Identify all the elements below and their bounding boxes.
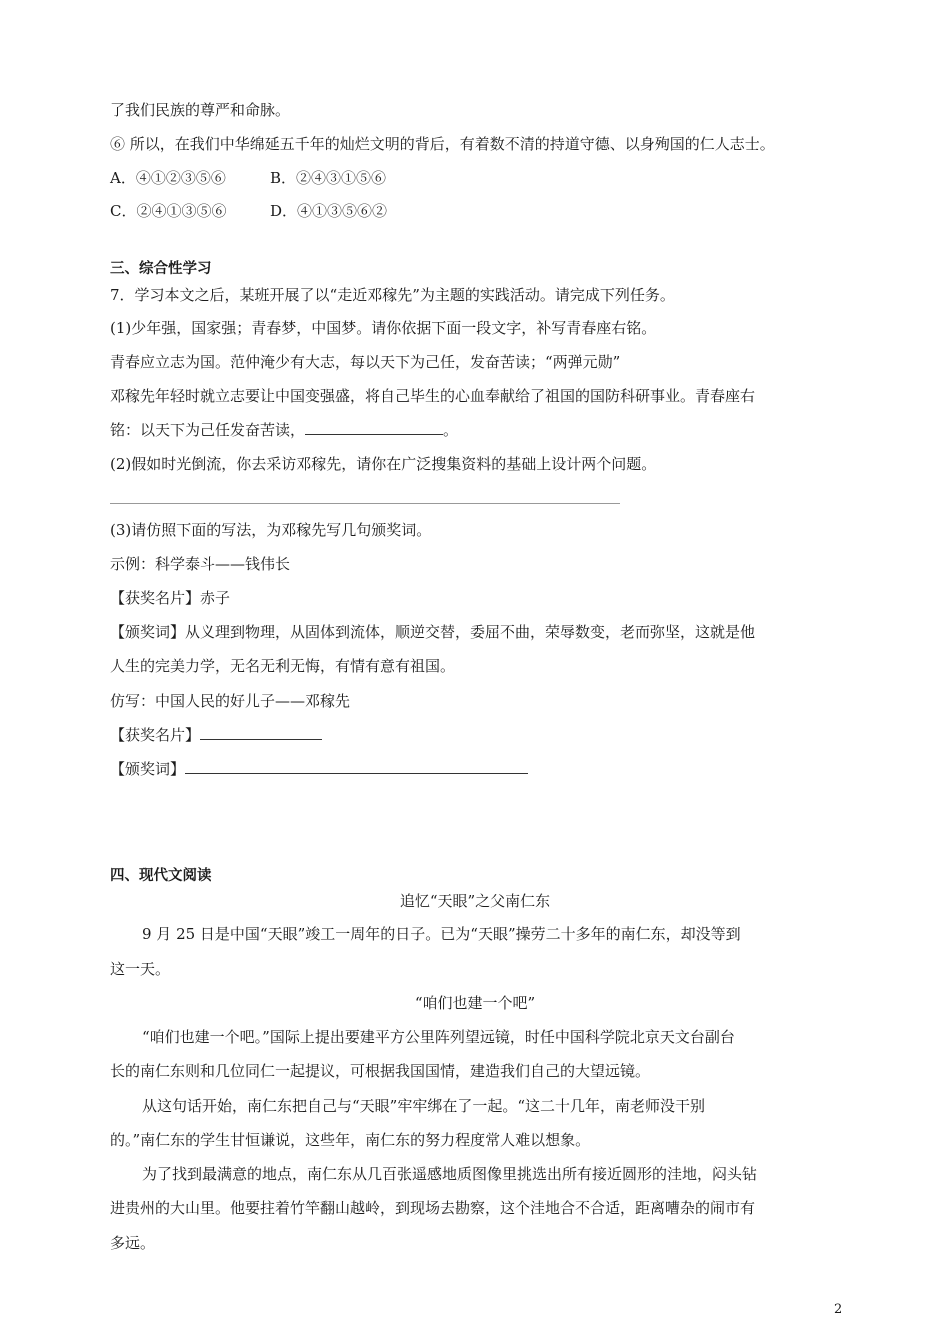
paragraph-line: 长的南仁东则和几位同仁一起提议，可根据我国国情，建造我们自己的大望远镜。 (110, 1062, 651, 1080)
question-7-3: (3)请仿照下面的写法，为邓稼先写几句颁奖词。 (110, 521, 432, 539)
imitation-card (110, 725, 322, 745)
paragraph-line: 从这句话开始，南仁东把自己与“天眼”牢牢绑在了一起。“这二十几年，南老师没干别 (142, 1097, 706, 1115)
imitation-speech (110, 759, 528, 779)
example-card: 【获奖名片】赤子 (110, 589, 231, 607)
speech-answer-blank[interactable] (185, 759, 528, 774)
article-subtitle: “咱们也建一个吧” (414, 994, 536, 1012)
article-title: 追忆“天眼”之父南仁东 (399, 892, 551, 910)
answer-options-row-1 (110, 168, 386, 188)
motto-answer-blank[interactable] (305, 420, 443, 435)
option-b: B．②④③①⑤⑥ (270, 169, 387, 187)
paragraph-line: 为了找到最满意的地点，南仁东从几百张遥感地质图像里挑选出所有接近圆形的洼地，闷头钻 (142, 1165, 758, 1183)
card-answer-blank[interactable] (200, 725, 322, 740)
text-line: 青春应立志为国。范仲淹少有大志，每以天下为己任，发奋苦读；“两弹元勋” (110, 353, 621, 371)
text-line: 了我们民族的尊严和命脉。 (110, 101, 291, 119)
page-number: 2 (834, 1302, 843, 1317)
card-label: 【获奖名片】 (110, 726, 201, 744)
motto-prefix: 铭：以天下为己任发奋苦读， (110, 421, 306, 439)
motto-suffix: 。 (443, 421, 459, 439)
question-7-1: (1)少年强，国家强；青春梦，中国梦。请你依据下面一段文字，补写青春座右铭。 (110, 319, 657, 337)
question-7: 7．学习本文之后，某班开展了以“走近邓稼先”为主题的实践活动。请完成下列任务。 (110, 286, 675, 304)
option-c: C．②④①③⑤⑥ (110, 202, 227, 220)
speech-label: 【颁奖词】 (110, 760, 186, 778)
answer-options-row-2 (110, 201, 387, 221)
paragraph-line: 9 月 25 日是中国“天眼”竣工一周年的日子。已为“天眼”操劳二十多年的南仁东，却没等到 (142, 925, 741, 943)
text-line: 人生的完美力学，无名无利无悔，有情有意有祖国。 (110, 657, 456, 675)
section-heading-3: 三、综合性学习 (110, 261, 212, 277)
section-heading-4: 四、现代文阅读 (110, 868, 212, 884)
option-d: D．④①③⑤⑥② (270, 202, 388, 220)
question-7-2: (2)假如时光倒流，你去采访邓稼先，请你在广泛搜集资料的基础上设计两个问题。 (110, 455, 657, 473)
interview-answer-line[interactable] (110, 503, 620, 504)
example-line: 示例：科学泰斗——钱伟长 (110, 555, 291, 573)
option-a: A．④①②③⑤⑥ (110, 169, 226, 187)
paragraph-line: 的。”南仁东的学生甘恒谦说，这些年，南仁东的努力程度常人难以想象。 (110, 1131, 591, 1149)
paragraph-line: 这一天。 (110, 960, 171, 978)
imitation-line: 仿写：中国人民的好儿子——邓稼先 (110, 692, 351, 710)
paragraph-line: “咱们也建一个吧。”国际上提出要建平方公里阵列望远镜，时任中国科学院北京天文台副台 (142, 1028, 735, 1046)
example-speech: 【颁奖词】从义理到物理，从固体到流体，顺逆交替，委屈不曲，荣辱数变，老而弥坚，这就是他 (110, 623, 756, 641)
text-line: 邓稼先年轻时就立志要让中国变强盛，将自己毕生的心血奉献给了祖国的国防科研事业。青春座右 (110, 387, 756, 405)
text-line: ⑥ 所以，在我们中华绵延五千年的灿烂文明的背后，有着数不清的持道守德、以身殉国的仁人志士。 (110, 135, 775, 153)
text-line (110, 420, 458, 440)
paragraph-line: 进贵州的大山里。他要拄着竹竿翻山越岭，到现场去勘察，这个洼地合不合适，距离嘈杂的闹市有 (110, 1199, 756, 1217)
paragraph-line: 多远。 (110, 1234, 156, 1252)
